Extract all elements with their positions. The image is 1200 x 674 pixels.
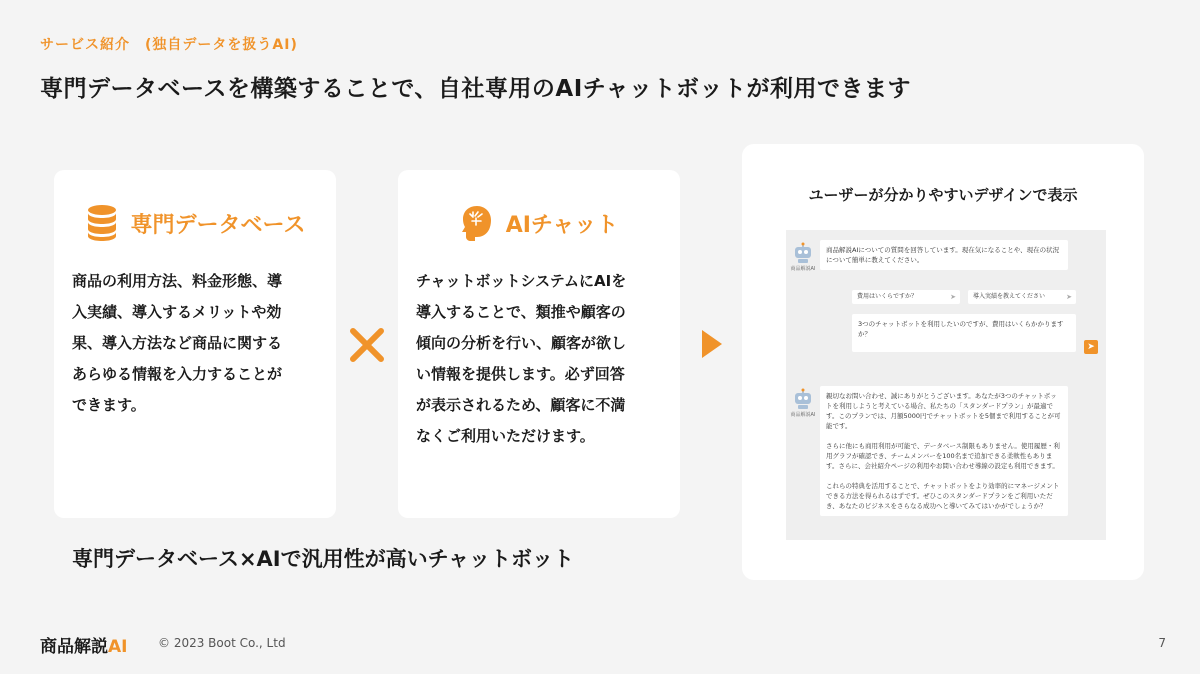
- section-eyebrow: サービス紹介 (独自データを扱うAI): [40, 37, 298, 53]
- bot-answer-bubble: 親切なお問い合わせ、誠にありがとうございます。あなたが3つのチャットボッ トを利用しようと考えている場合、私たちの「スタンダードプラン」が最適で す。このプランでは、月額5000円でチャットボットを5個まで利用することが可 能です。 さらに他にも商用利用が可能で、データベース制限もありません。使用履歴・利 用グラフが確認でき、チームメンバーを100名まで追加できる柔軟性もありま す。さらに、会社紹介ページの利用やお問い合わせ導線の設定も利用できます。 これらの特典を活用することで、チャットボットをより効率的にマネージメント できる方法を得られるはずです。ぜひこのスタンダードプランをご利用いただ き、あなたのビジネスをさらなる成功へと導いてみてはいかがでしょうか？: [820, 386, 1068, 516]
- ai-head-icon: [460, 204, 494, 242]
- suggestion-chip-label: 導入実績を教えてください: [973, 293, 1046, 300]
- suggestion-chip-cost[interactable]: [852, 290, 960, 304]
- bot-avatar-block: [790, 388, 816, 418]
- robot-icon: [792, 388, 814, 410]
- ai-chat-card-header: [398, 204, 680, 242]
- bot-name: 商品解説AI: [790, 266, 816, 272]
- user-message-input[interactable]: 3つのチャットボットを利用したいのですが、費用はいくらかかります か？: [852, 314, 1076, 352]
- page-number: 7: [1158, 636, 1166, 650]
- brand-logo: [40, 632, 127, 657]
- chat-demo-title: ユーザーが分かりやすいデザインで表示: [808, 186, 1078, 204]
- bot-greeting-bubble: 商品解説AIについての質問を回答しています。現在気になることや、現在の状況 について簡単に教えてください。: [820, 240, 1068, 270]
- send-button[interactable]: ➤: [1084, 340, 1098, 354]
- arrow-right-icon: [700, 328, 724, 360]
- database-card-header: [54, 204, 336, 242]
- suggestion-chip-case-studies[interactable]: [968, 290, 1076, 304]
- database-card-title: 専門データベース: [130, 212, 306, 238]
- suggestion-chip-label: 費用はいくらですか？: [857, 293, 917, 300]
- database-icon: [85, 204, 119, 242]
- multiply-icon: [348, 326, 386, 364]
- send-icon: ➤: [950, 293, 956, 301]
- send-icon: ➤: [1066, 293, 1072, 301]
- database-card: [54, 170, 336, 518]
- bot-avatar-block: [790, 242, 816, 272]
- page-title: 専門データベースを構築することで、自社専用のAIチャットボットが利用できます: [40, 76, 912, 102]
- ai-chat-card: [398, 170, 680, 518]
- tagline: 専門データベース×AIで汎用性が高いチャットボット: [72, 547, 574, 571]
- bot-name: 商品解説AI: [790, 412, 816, 418]
- ai-chat-card-title: AIチャット: [505, 212, 619, 238]
- database-card-body: 商品の利用方法、料金形態、導 入実績、導入するメリットや効 果、導入方法など商品に関する あらゆる情報を入力することが できます。: [72, 272, 283, 414]
- ai-chat-card-body: チャットボットシステムにAIを 導入することで、類推や顧客の 傾向の分析を行い、顧客が欲し い情報を提供します。必ず回答 が表示されるため、顧客に不満 なくご利用いただけます。: [416, 272, 627, 445]
- robot-icon: [792, 242, 814, 264]
- copyright: © 2023 Boot Co., Ltd: [158, 636, 286, 650]
- brand-name: 商品解説: [40, 637, 108, 657]
- chat-window: [786, 230, 1106, 540]
- chat-demo-panel: [742, 144, 1144, 580]
- brand-ai: AI: [108, 637, 128, 657]
